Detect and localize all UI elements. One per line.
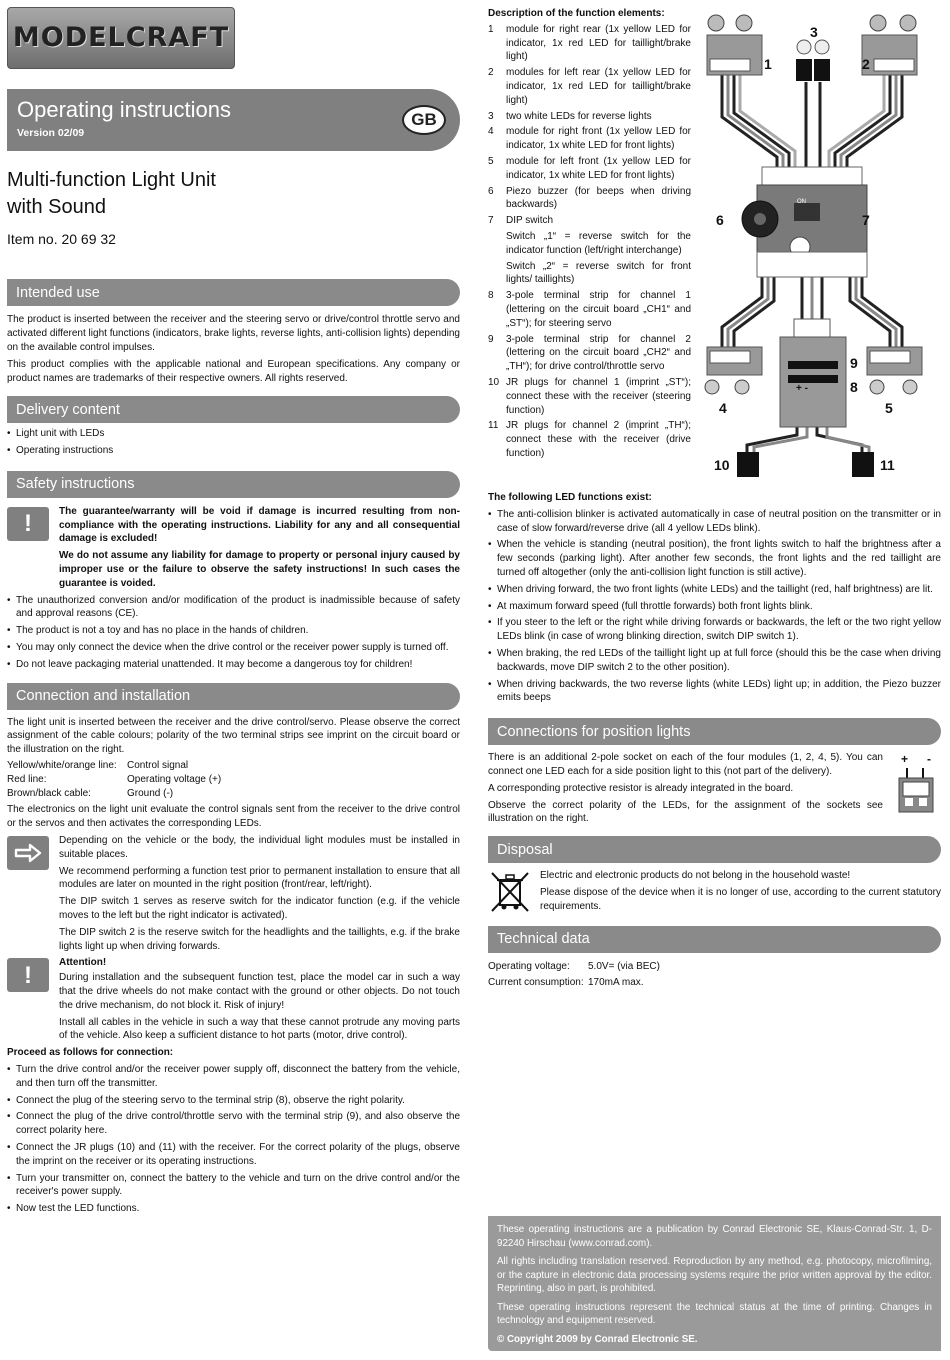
position-lights-heading: Connections for position lights: [488, 718, 941, 745]
intended-use-p1: The product is inserted between the receiver and the steering servo or drive/control throttle servo and activated different light functions (indicators, brake lights, reverse lights, anti-collision lights) depending on the available control impulses.: [7, 314, 460, 353]
attention-title: Attention!: [59, 957, 107, 969]
product-title-line1: Multi-function Light Unit: [7, 169, 216, 191]
arrow-right-icon: [7, 836, 49, 870]
list-item: 11 JR plugs for channel 2 (imprint „TH“); connect these with the receiver (drive function): [488, 420, 691, 459]
note3: The DIP switch 1 serves as reserve switch for the indicator function (e.g. if the vehicle moves to the left but the right indicator is activated).: [59, 896, 460, 922]
list-item: • Now test the LED functions.: [7, 1202, 460, 1216]
list-item: • Turn the drive control and/or the receiver power supply off, disconnect the battery from the vehicle, and then turn off the transmitter.: [7, 1063, 460, 1091]
brand-name: MODELCRAFT: [12, 22, 230, 54]
item-number: Item no. 20 69 32: [7, 231, 116, 247]
safety-heading: Safety instructions: [7, 471, 460, 498]
cable-value: Ground (-): [127, 787, 174, 799]
cable-label: Red line:: [7, 773, 47, 785]
diagram-label-1: 1: [764, 56, 772, 72]
safety-list: [7, 594, 460, 672]
list-item: 3 two white LEDs for reverse lights: [488, 110, 652, 122]
product-title-line2: with Sound: [7, 196, 106, 218]
note2: We recommend performing a function test prior to permanent installation to ensure that all modules are later on mounted in the right position (front/rear, left/right).: [59, 865, 460, 891]
safety-warning: [7, 505, 460, 591]
diagram-label-9: 9: [850, 355, 858, 371]
tech-value: 170mA max.: [588, 977, 644, 989]
led-functions-list: [488, 508, 941, 705]
list-item: • When the vehicle is standing (neutral position), the front lights switch to half the brightness after a few seconds (parking light). After another few seconds, the front lights and the red taillight are turned off altogether (only the anti-collision light function is still active).: [488, 538, 941, 579]
connection-heading: Connection and installation: [7, 683, 460, 710]
list-item: 10 JR plugs for channel 1 (imprint „ST“); connect these with the receiver (steering function): [488, 376, 691, 416]
list-item: • At maximum forward speed (full throttle forwards) both front lights blink.: [488, 600, 941, 614]
connection-p2: The electronics on the light unit evaluate the control signals sent from the receiver to the drive control or the servos and then activates the corresponding LEDs.: [7, 804, 460, 830]
list-item: • Do not leave packaging material unattended. It may become a dangerous toy for children!: [7, 658, 460, 672]
brand-logo: [7, 7, 235, 69]
diagram-label-2: 2: [862, 56, 870, 72]
list-item: • Operating instructions: [7, 444, 460, 458]
disposal-p1: Electric and electronic products do not belong in the household waste!: [540, 870, 851, 882]
left-column: [7, 7, 460, 1216]
cable-value: Control signal: [127, 760, 189, 772]
list-item: 6 Piezo buzzer (for beeps when driving backwards): [488, 185, 691, 211]
list-item: 4 module for right front (1x yellow LED for indicator, 1x white LED for front lights): [488, 126, 691, 152]
header-bar: [7, 89, 460, 151]
diagram-label-5: 5: [885, 400, 893, 416]
intended-use-heading: Intended use: [7, 279, 460, 306]
safety-warn1: The guarantee/warranty will be void if damage is incurred resulting from non-compliance with the operating instructions. Liability for any and all consequential damage is excluded!: [59, 505, 460, 545]
language-badge: GB: [402, 105, 446, 135]
list-item: • Turn your transmitter on, connect the battery to the vehicle and turn on the drive control and/or the receiver's power supply.: [7, 1172, 460, 1200]
cable-value: Operating voltage (+): [127, 773, 222, 785]
product-title: [7, 167, 460, 221]
technical-heading: Technical data: [488, 926, 941, 953]
imprint-footer: [488, 1216, 941, 1351]
exclamation-icon: !: [7, 507, 49, 541]
steps-list: [7, 1063, 460, 1216]
footer-p1: These operating instructions are a publication by Conrad Electronic SE, Klaus-Conrad-Str. 1, D-92240 Hirschau (www.conrad.com).: [497, 1224, 932, 1249]
position-lights-body: [488, 751, 941, 826]
led-functions-section: [488, 491, 941, 990]
terminal-polarity: + -: [796, 383, 808, 394]
list-item: • When braking, the red LEDs of the taillight light up at full force (should this be the case when driving backwards, move DIP switch 2 to the other position).: [488, 647, 941, 675]
wiring-diagram: [702, 7, 942, 477]
crossed-bin-icon: [488, 869, 532, 913]
cable-label: Brown/black cable:: [7, 787, 91, 799]
connection-p1: The light unit is inserted between the receiver and the drive control/servo. Please observe the correct assignment of the cable colours; polarity of the two terminal strips see imprint on the circuit board or the illustration on the right.: [7, 716, 460, 756]
list-item: 5 module for left front (1x yellow LED for indicator, 1x white LED for front lights): [488, 155, 691, 181]
diagram-label-7: 7: [862, 212, 870, 228]
version: Version 02/09: [17, 127, 85, 140]
diagram-label-4: 4: [719, 400, 727, 416]
footer-copyright: © Copyright 2009 by Conrad Electronic SE.: [497, 1333, 698, 1345]
list-item: • When driving forward, the two front lights (white LEDs) and the taillight (red, half brightness) are lit.: [488, 583, 941, 597]
list-item: 8 3-pole terminal strip for channel 1 (lettering on the circuit board „CH1“ and „ST“); for steering servo: [488, 290, 691, 329]
tech-label: Operating voltage:: [488, 960, 570, 972]
note4: The DIP switch 2 is the reserve switch for the headlights and the taillights, e.g. if the brake lights light up when driving forwards.: [59, 926, 460, 952]
list-item: • The product is not a toy and has no place in the hands of children.: [7, 624, 460, 638]
proceed-heading: Proceed as follows for connection:: [7, 1047, 174, 1059]
intended-use-p2: This product complies with the applicable national and European specifications. Any company or product names are trademarks of their respective owners. All rights reserved.: [7, 358, 460, 384]
diagram-label-6: 6: [716, 212, 724, 228]
tech-label: Current consumption:: [488, 977, 584, 989]
list-item: • The anti-collision blinker is activated automatically in case of neutral position on the transmitter or in case of slow forward/reverse drive (all 4 yellow LEDs blink).: [488, 508, 941, 536]
list-item: 1 module for right rear (1x yellow LED for indicator, 1x red LED for taillight/brake light): [488, 23, 691, 63]
socket-illustration: [897, 751, 935, 826]
list-item: • When driving backwards, the two reverse lights (white LEDs) light up; in addition, the Piezo buzzer emits beeps: [488, 678, 941, 706]
minus-label: -: [927, 752, 931, 767]
diagram-label-8: 8: [850, 379, 858, 395]
plus-label: +: [901, 752, 909, 767]
function-heading: Description of the function elements:: [488, 8, 665, 19]
disposal-body: [488, 869, 941, 913]
list-item: • You may only connect the device when the drive control or the receiver power supply is turned off.: [7, 641, 460, 655]
installation-notes: [7, 834, 460, 953]
right-column: [488, 7, 941, 989]
list-item: 2 modules for left rear (1x yellow LED for indicator, 1x red LED for taillight/brake light): [488, 67, 691, 106]
disposal-heading: Disposal: [488, 836, 941, 863]
position-p3: Observe the correct polarity of the LEDs, for the assignment of the sockets see illustration on the right.: [488, 799, 883, 825]
switch2-desc: Switch „2“ = reverse switch for front lights/ taillights): [506, 260, 691, 286]
diagram-label-11: 11: [880, 457, 895, 473]
position-p1: There is an additional 2-pole socket on each of the four modules (1, 2, 4, 5). You can connect one LED each for a side position light to this (not part of the delivery).: [488, 752, 883, 777]
footer-p2: All rights including translation reserved. Reproduction by any method, e.g. photocopy, microfilming, or the capture in electronic data processing systems require the prior written approval by the editor. Reprinting, also in part, is prohibited.: [497, 1256, 932, 1295]
list-item: 9 3-pole terminal strip for channel 2 (lettering on the circuit board „CH2“ and „TH“); for drive control/throttle servo: [488, 333, 691, 373]
cable-label: Yellow/white/orange line:: [7, 760, 117, 772]
exclamation-icon: !: [7, 958, 49, 992]
delivery-heading: Delivery content: [7, 396, 460, 423]
socket-icon: [897, 768, 935, 814]
list-item: • Connect the plug of the steering servo to the terminal strip (8), observe the right polarity.: [7, 1094, 460, 1108]
switch1-desc: Switch „1“ = reverse switch for the indicator function (left/right interchange): [506, 230, 691, 256]
delivery-list: [7, 427, 460, 458]
page-title: Operating instructions: [17, 97, 231, 122]
list-item: 7 DIP switch: [488, 215, 554, 227]
note1: Depending on the vehicle or the body, the individual light modules must be installed in suitable places.: [59, 835, 460, 860]
diagram-label-10: 10: [714, 457, 730, 473]
attention-block: [7, 956, 460, 1043]
footer-p3: These operating instructions represent the technical status at the time of printing. Changes in technology and equipment reserved.: [497, 1301, 932, 1327]
safety-warn2: We do not assume any liability for damage to property or personal injury caused by improper use or the failure to observe the safety instructions! In such cases the guarantee is voided.: [59, 550, 460, 589]
disposal-p2: Please dispose of the device when it is no longer of use, according to the current statutory requirements.: [540, 886, 941, 912]
technical-table: [488, 960, 941, 991]
attention-p2: Install all cables in the vehicle in such a way that these cannot protrude any moving parts of the vehicle. Also keep a sufficient distance to hot parts (motor, drive control).: [59, 1016, 460, 1042]
attention-p1: During installation and the subsequent function test, place the model car in such a way that the drive wheels do not make contact with the ground or other objects. Do not touch the drive mechanism, do not block it. Risk of injury!: [59, 972, 460, 1011]
list-item: • Connect the JR plugs (10) and (11) with the receiver. For the correct polarity of the plugs, observe the imprint on the receiver or its operating instructions.: [7, 1141, 460, 1169]
dip-on-label: ON: [797, 199, 806, 205]
cable-table: [7, 759, 460, 800]
led-functions-heading: The following LED functions exist:: [488, 492, 652, 503]
list-item: • The unauthorized conversion and/or modification of the product is inadmissible because of safety and approval reasons (CE).: [7, 594, 460, 622]
diagram-label-3: 3: [810, 24, 818, 40]
list-item: • If you steer to the left or the right while driving forwards or backwards, the left or the two right yellow LEDs blink (in case of wrong blinking direction, switch DIP switch 1).: [488, 616, 941, 644]
tech-value: 5.0V= (via BEC): [588, 960, 660, 972]
list-item: • Light unit with LEDs: [7, 427, 460, 441]
list-item: • Connect the plug of the drive control/throttle servo with the terminal strip (9), and also observe the correct polarity here.: [7, 1110, 460, 1138]
position-p2: A corresponding protective resistor is already integrated in the board.: [488, 782, 794, 794]
